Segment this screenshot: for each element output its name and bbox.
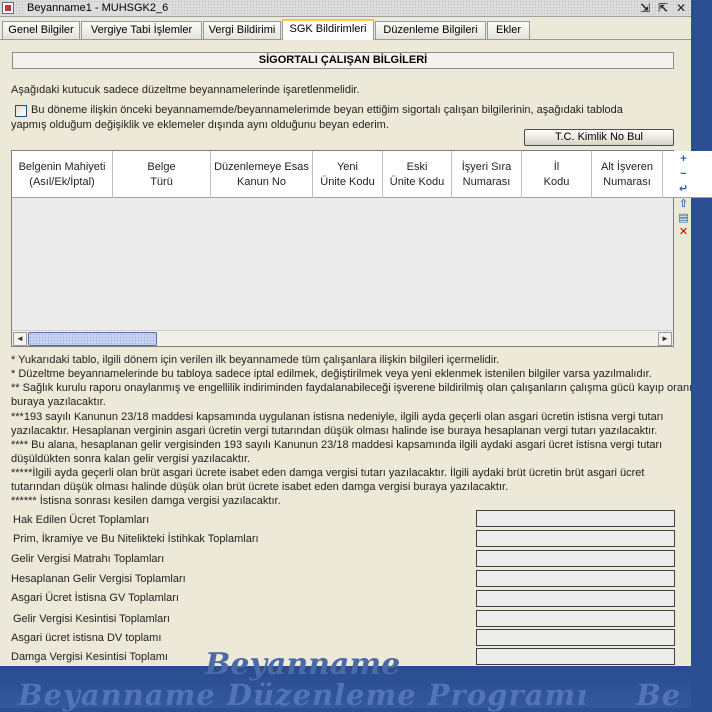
remove-row-icon[interactable]: − [680,168,687,180]
hak-edilen-ucret-field [476,510,675,527]
column-header[interactable]: İşyeri Sıra Numarası [452,151,522,198]
banner-ghost-text: Beyanname [205,647,401,682]
footnote: *****İlgili ayda geçerli olan brüt asgari ücrete isabet eden damga vergisi tutarı yazılacaktır. İlgili aydaki brüt ücretin brüt asgari ücret [11,467,645,479]
total-label: Asgari ücret istisna DV toplamı [11,632,162,644]
asgari-ucret-istisna-gv-field [476,590,675,607]
total-label: Hesaplanan Gelir Vergisi Toplamları [11,573,186,585]
footnote: **** Bu alana, hesaplanan gelir vergisinden 193 sayılı Kanunun 23/18 maddesi kapsamında ilgili aydaki asgari ücret istisna vergi tutarı [11,439,663,451]
tab-genel-bilgiler[interactable]: Genel Bilgiler [2,21,80,39]
insert-row-icon[interactable]: ↵ [678,183,689,195]
tab-vergi-bildirimi[interactable]: Vergi Bildirimi [203,21,281,39]
scroll-thumb[interactable] [28,332,157,346]
window-title: Beyanname1 - MUHSGK2_6 [24,2,171,14]
footnote: düşüldükten sonra kalan gelir vergisi yazılacaktır. [11,453,251,465]
tab-ekler[interactable]: Ekler [487,21,530,39]
footnote: buraya yazılacaktır. [11,396,106,408]
footnote: tutarından düşük olması halinde düşük olan brüt ücrete isabet eden damga vergisi buraya yazılacaktır. [11,481,509,493]
total-label: Gelir Vergisi Matrahı Toplamları [11,553,165,565]
declaration-checkbox[interactable] [15,105,27,117]
horizontal-scrollbar[interactable] [12,330,673,346]
total-label: Damga Vergisi Kesintisi Toplamı [11,651,168,663]
gv-matrahi-field [476,550,675,567]
total-label: Hak Edilen Ücret Toplamları [13,514,150,526]
column-header[interactable]: İl Kodu [522,151,592,198]
tc-kimlik-bul-button[interactable]: T.C. Kimlik No Bul [524,129,674,146]
title-bar[interactable] [0,0,691,17]
section-title: SİGORTALI ÇALIŞAN BİLGİLERİ [12,52,674,69]
declaration-text-line2: yapmış olduğum değişiklik ve eklemeler dışında aynı olduğunu beyan ederim. [11,119,389,131]
dv-kesintisi-field [476,648,675,665]
gv-kesintisi-field [476,610,675,627]
delete-all-icon[interactable]: ✕ [678,226,689,238]
correction-note: Aşağıdaki kutucuk sadece düzeltme beyannamelerinde işaretlenmelidir. [11,84,360,96]
column-header[interactable]: Belgenin Mahiyeti (Asıl/Ek/İptal) [12,151,113,198]
close-icon[interactable]: ✕ [675,1,687,15]
scroll-right-icon[interactable]: ► [658,332,672,346]
scroll-left-icon[interactable]: ◄ [13,332,27,346]
tab-bar [0,19,691,40]
employee-grid[interactable] [11,150,674,347]
copy-row-icon[interactable]: ⇧ [678,198,689,210]
grid-header [12,151,712,198]
column-header[interactable]: Düzenlemeye Esas Kanun No [211,151,313,198]
footnote: ****** İstisna sonrası kesilen damga vergisi yazılacaktır. [11,495,281,507]
declaration-text-line1: Bu döneme ilişkin önceki beyannamemde/beyannamelerimde beyan ettiğim sigortalı çalışan bilgilerinin, aşağıdaki tabloda [31,104,623,116]
asgari-ucret-istisna-dv-field [476,629,675,646]
column-header[interactable]: Belge Türü [113,151,211,198]
hesaplanan-gv-field [476,570,675,587]
footnote: yazılacaktır. Hesaplanan verginin asgari ücretin vergi tutarından düşük olması halinde ise buraya hesaplanan vergi tutarı yazılacaktır. [11,425,658,437]
import-icon[interactable]: ▤ [678,212,689,224]
restore-icon[interactable]: ⇲ [639,1,651,15]
prim-ikramiye-field [476,530,675,547]
footnote: * Düzeltme beyannamelerinde bu tabloya sadece iptal edilmek, değiştirilmek veya yeni eklenmek istenilen bilgiler varsa yazılmalıdır. [11,368,652,380]
maximize-icon[interactable]: ⇱ [657,1,669,15]
footnote: ** Sağlık kurulu raporu onaylanmış ve engellilik indiriminden faydalanabileceği işverene bildirilmiş olan çalışanların çalışma gücü kayıp oranı [11,382,693,394]
tab-sgk-bildirimleri[interactable]: SGK Bildirimleri [282,19,374,40]
footnote: * Yukarıdaki tablo, ilgili dönem için verilen ilk beyannamede tüm çalışanlara ilişkin bilgileri içermelidir. [11,354,500,366]
column-header[interactable]: Alt İşveren Numarası [592,151,663,198]
column-header[interactable]: Yeni Ünite Kodu [313,151,383,198]
column-header[interactable]: Eski Ünite Kodu [383,151,452,198]
tab-duzenleme-bilgileri[interactable]: Düzenleme Bilgileri [375,21,486,39]
total-label: Prim, İkramiye ve Bu Nitelikteki İstihkak Toplamları [13,533,259,545]
total-label: Gelir Vergisi Kesintisi Toplamları [13,613,170,625]
sgk-panel [0,40,691,666]
add-row-icon[interactable]: + [680,153,687,165]
banner-text: Beyanname Düzenleme Programı Be [18,678,682,712]
footnote: ***193 sayılı Kanunun 23/18 maddesi kapsamında uygulanan istisna nedeniyle, ilgili ayda geçerli olan asgari ücretin istisna vergi tutarı [11,411,664,423]
document-icon [2,2,14,14]
tab-vergiye-tabi-islemler[interactable]: Vergiye Tabi İşlemler [81,21,202,39]
total-label: Asgari Ücret İstisna GV Toplamları [11,592,179,604]
